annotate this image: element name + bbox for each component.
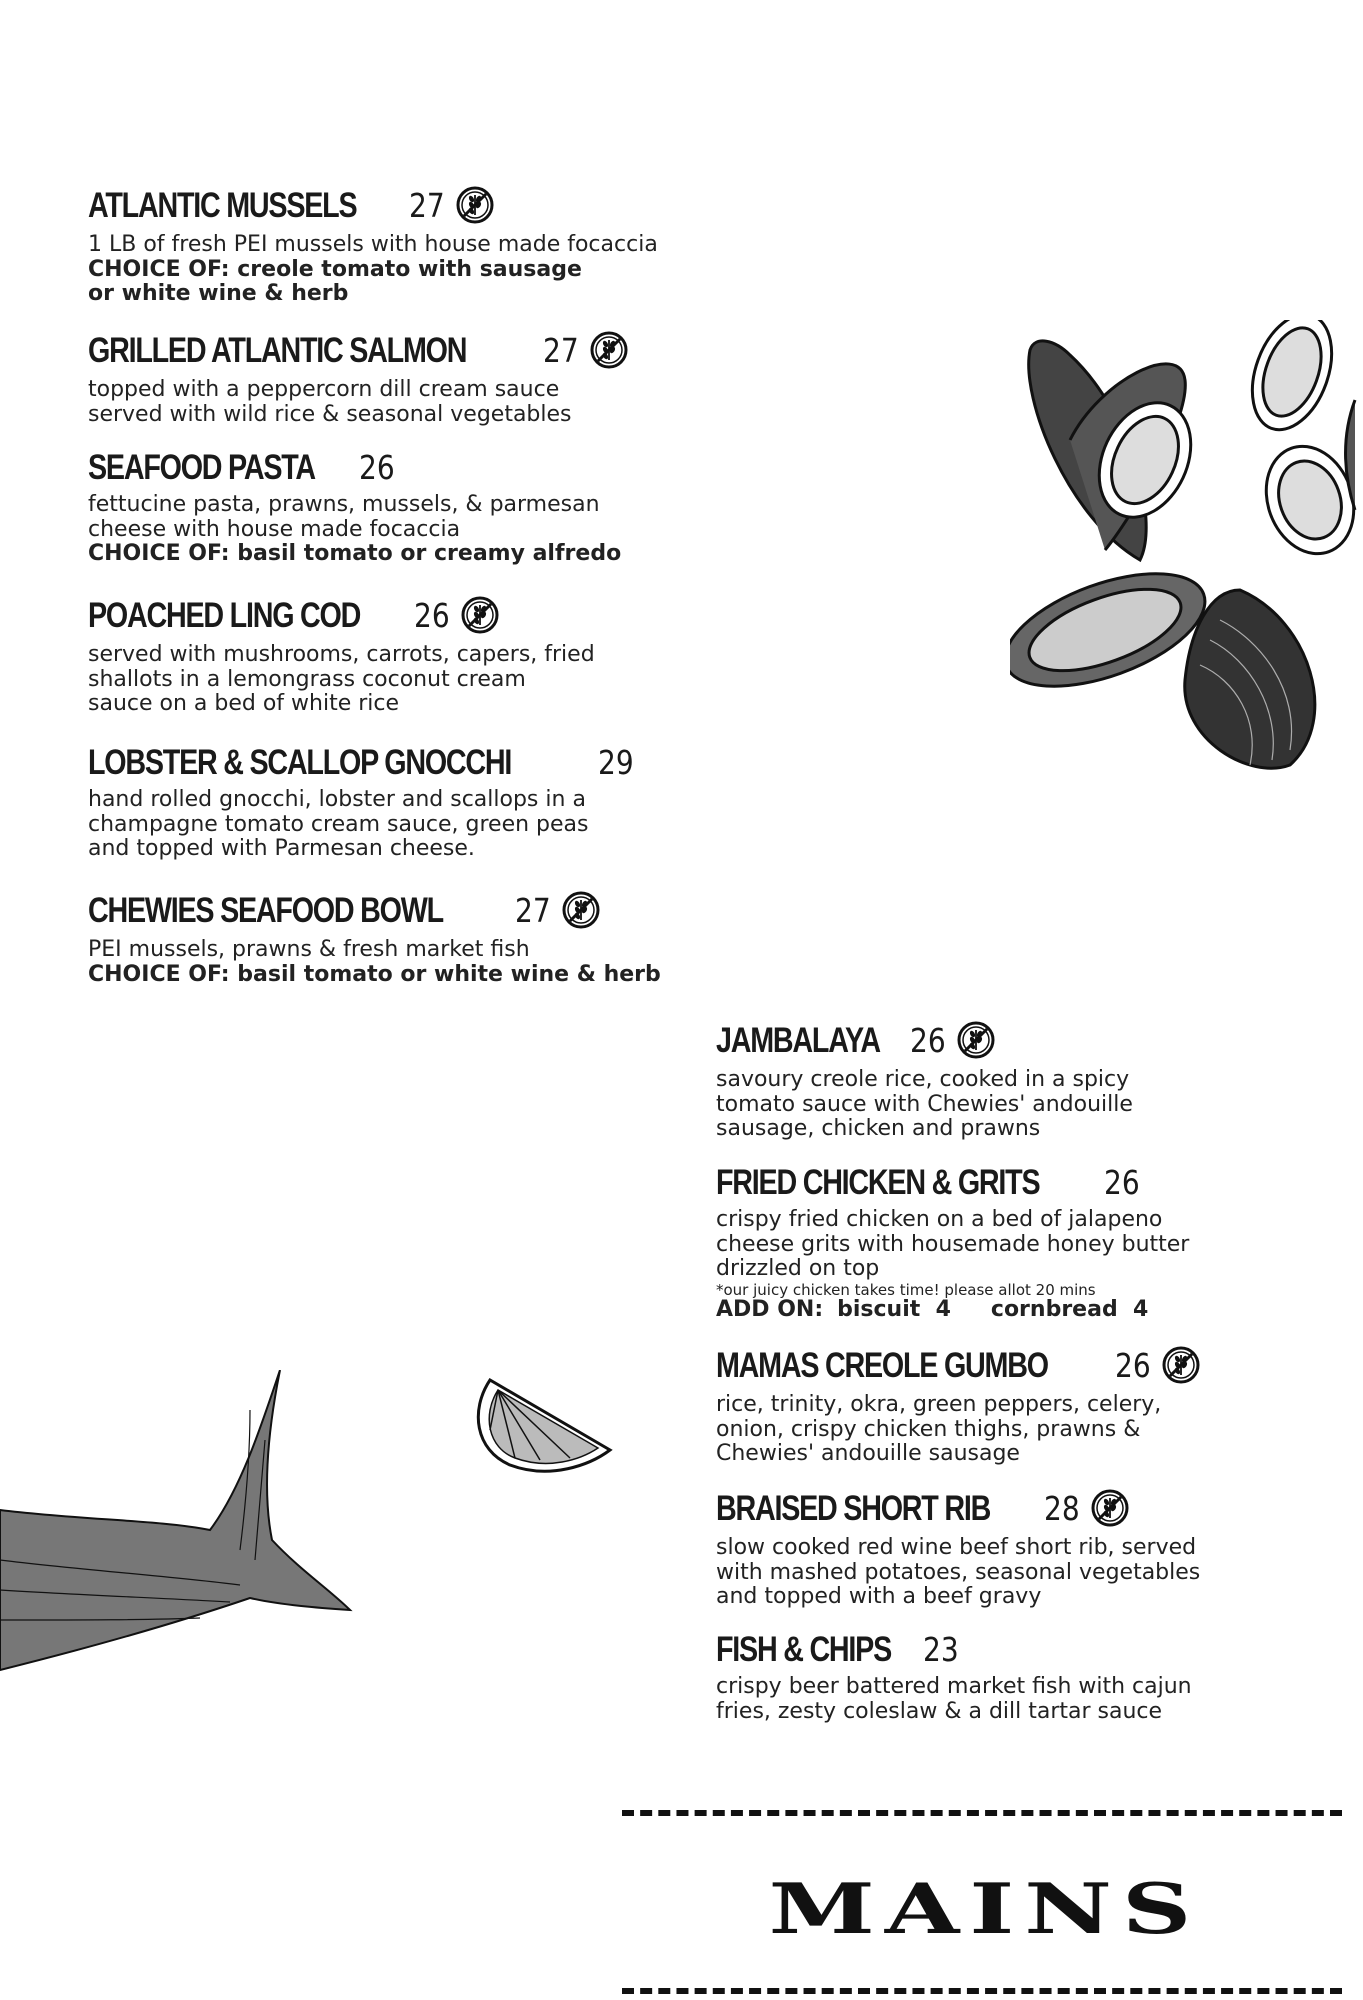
menu-item-name: CHEWIES SEAFOOD BOWL — [88, 890, 443, 930]
menu-item-description — [88, 233, 658, 307]
menu-item — [88, 890, 661, 987]
fish-tail-illustration — [0, 1370, 360, 1680]
menu-item-name: GRILLED ATLANTIC SALMON — [88, 330, 467, 370]
menu-item-title-row — [716, 1632, 1192, 1667]
menu-item-description-line: fries, zesty coleslaw & a dill tartar sauce — [716, 1698, 1163, 1724]
menu-item-description — [88, 788, 640, 862]
menu-item-description — [88, 938, 661, 987]
menu-item-description-line: hand rolled gnocchi, lobster and scallops in a — [88, 787, 586, 812]
gluten-free-icon — [561, 890, 601, 930]
menu-item-description-line: cheese grits with housemade honey butter — [716, 1231, 1190, 1257]
menu-item-price: 27 — [514, 890, 551, 930]
menu-item-description — [716, 1393, 1201, 1467]
menu-item — [716, 1488, 1200, 1610]
menu-item — [88, 745, 640, 862]
menu-item — [88, 450, 621, 567]
menu-item-price: 29 — [598, 743, 634, 782]
menu-item-description-line: drizzled on top — [716, 1256, 880, 1281]
menu-item-name: ATLANTIC MUSSELS — [88, 185, 357, 225]
menu-item-name: LOBSTER & SCALLOP GNOCCHI — [88, 743, 512, 782]
menu-item-note: *our juicy chicken takes time! please allot 20 mins — [716, 1280, 1096, 1299]
menu-item-description-line: onion, crispy chicken thighs, prawns & — [716, 1416, 1141, 1442]
menu-item-title-row — [716, 1165, 1189, 1200]
menu-item-name: POACHED LING COD — [88, 595, 361, 635]
gluten-free-icon — [589, 330, 629, 370]
menu-item-description-line: crispy fried chicken on a bed of jalapeno — [716, 1207, 1163, 1232]
menu-item — [716, 1345, 1201, 1467]
menu-item-title-row — [88, 185, 658, 225]
lemon-wedge-illustration — [470, 1370, 620, 1480]
menu-item-description-line: fettucine pasta, prawns, mussels, & parmesan — [88, 492, 600, 517]
menu-item-description-line: sauce on a bed of white rice — [88, 691, 400, 716]
menu-item-name: BRAISED SHORT RIB — [716, 1488, 991, 1528]
menu-item — [716, 1165, 1189, 1322]
menu-item — [88, 185, 658, 307]
menu-item-description-line: crispy beer battered market fish with cajun — [716, 1674, 1192, 1699]
menu-item-description-line: served with mushrooms, carrots, capers, fried — [88, 642, 595, 667]
menu-item-description-line: sausage, chicken and prawns — [716, 1116, 1041, 1141]
menu-item-description — [716, 1208, 1189, 1322]
gluten-free-icon — [1090, 1488, 1130, 1528]
gluten-free-icon — [956, 1020, 996, 1060]
menu-item-price: 26 — [1104, 1163, 1141, 1202]
menu-item-title-row — [88, 745, 640, 780]
menu-item-title-row — [88, 330, 629, 370]
menu-item-description — [88, 493, 621, 567]
menu-item-description-line: rice, trinity, okra, green peppers, celery, — [716, 1392, 1162, 1417]
menu-item-description-line: topped with a peppercorn dill cream sauce — [88, 377, 560, 402]
addon-option: biscuit 4 — [837, 1296, 951, 1322]
addon-label: ADD ON: — [716, 1296, 824, 1322]
gluten-free-icon — [1161, 1345, 1201, 1385]
menu-item-description-line: and topped with a beef gravy — [716, 1584, 1042, 1609]
menu-item-description — [716, 1068, 1133, 1142]
menu-item-title-row — [716, 1345, 1201, 1385]
section-title: MAINS — [768, 1868, 1202, 1950]
menu-item-choice-line: CHOICE OF: basil tomato or creamy alfredo — [88, 541, 622, 566]
menu-item-choice-line: CHOICE OF: basil tomato or white wine & herb — [88, 961, 661, 987]
top-dashed-rule — [622, 1810, 1342, 1816]
gluten-free-icon — [460, 595, 500, 635]
menu-item-price: 28 — [1044, 1488, 1080, 1528]
menu-item-description-line: Chewies' andouille sausage — [716, 1441, 1020, 1466]
menu-item-choice-line: CHOICE OF: creole tomato with sausage — [88, 256, 582, 282]
menu-item-price: 26 — [909, 1020, 946, 1060]
menu-item-addons — [716, 1298, 1189, 1323]
menu-item-description-line: PEI mussels, prawns & fresh market fish — [88, 937, 530, 962]
menu-item-title-row — [88, 890, 661, 930]
menu-item-description — [88, 378, 629, 427]
menu-item — [88, 330, 629, 427]
mussels-illustration — [1010, 320, 1360, 780]
gluten-free-icon — [455, 185, 495, 225]
menu-item-description-line: savoury creole rice, cooked in a spicy — [716, 1067, 1130, 1092]
menu-item-title-row — [88, 450, 621, 485]
menu-item-title-row — [716, 1020, 1133, 1060]
menu-item-description — [88, 643, 595, 717]
menu-item-description — [716, 1536, 1200, 1610]
addon-option: cornbread 4 — [990, 1296, 1149, 1322]
menu-item-name: SEAFOOD PASTA — [88, 448, 315, 487]
menu-item-price: 26 — [413, 595, 450, 635]
menu-item-price: 27 — [409, 185, 445, 225]
menu-item-description-line: shallots in a lemongrass coconut cream — [88, 666, 526, 692]
menu-item-name: FISH & CHIPS — [716, 1630, 892, 1669]
menu-item-choice-line: or white wine & herb — [88, 281, 349, 306]
menu-item-description — [716, 1675, 1192, 1724]
menu-item-description-line: served with wild rice & seasonal vegetables — [88, 401, 572, 427]
menu-item-description-line: 1 LB of fresh PEI mussels with house made focaccia — [88, 232, 658, 257]
menu-item-title-row — [88, 595, 595, 635]
menu-item-description-line: tomato sauce with Chewies' andouille — [716, 1091, 1133, 1117]
menu-item-price: 23 — [923, 1630, 960, 1669]
menu-item-name: JAMBALAYA — [716, 1020, 880, 1060]
menu-item-title-row — [716, 1488, 1200, 1528]
menu-item-description-line: and topped with Parmesan cheese. — [88, 836, 475, 861]
menu-item — [88, 595, 595, 717]
menu-item-name: MAMAS CREOLE GUMBO — [716, 1345, 1048, 1385]
menu-item-price: 27 — [543, 330, 579, 370]
menu-item — [716, 1632, 1192, 1724]
menu-item-description-line: with mashed potatoes, seasonal vegetables — [716, 1559, 1201, 1585]
bottom-dashed-rule — [622, 1988, 1342, 1994]
menu-item-description-line: champagne tomato cream sauce, green peas — [88, 811, 589, 837]
menu-item-name: FRIED CHICKEN & GRITS — [716, 1163, 1040, 1202]
menu-item-price: 26 — [1114, 1345, 1151, 1385]
menu-item-description-line: cheese with house made focaccia — [88, 516, 461, 542]
menu-item-description-line: slow cooked red wine beef short rib, served — [716, 1535, 1197, 1560]
menu-item — [716, 1020, 1133, 1142]
menu-item-price: 26 — [358, 448, 395, 487]
